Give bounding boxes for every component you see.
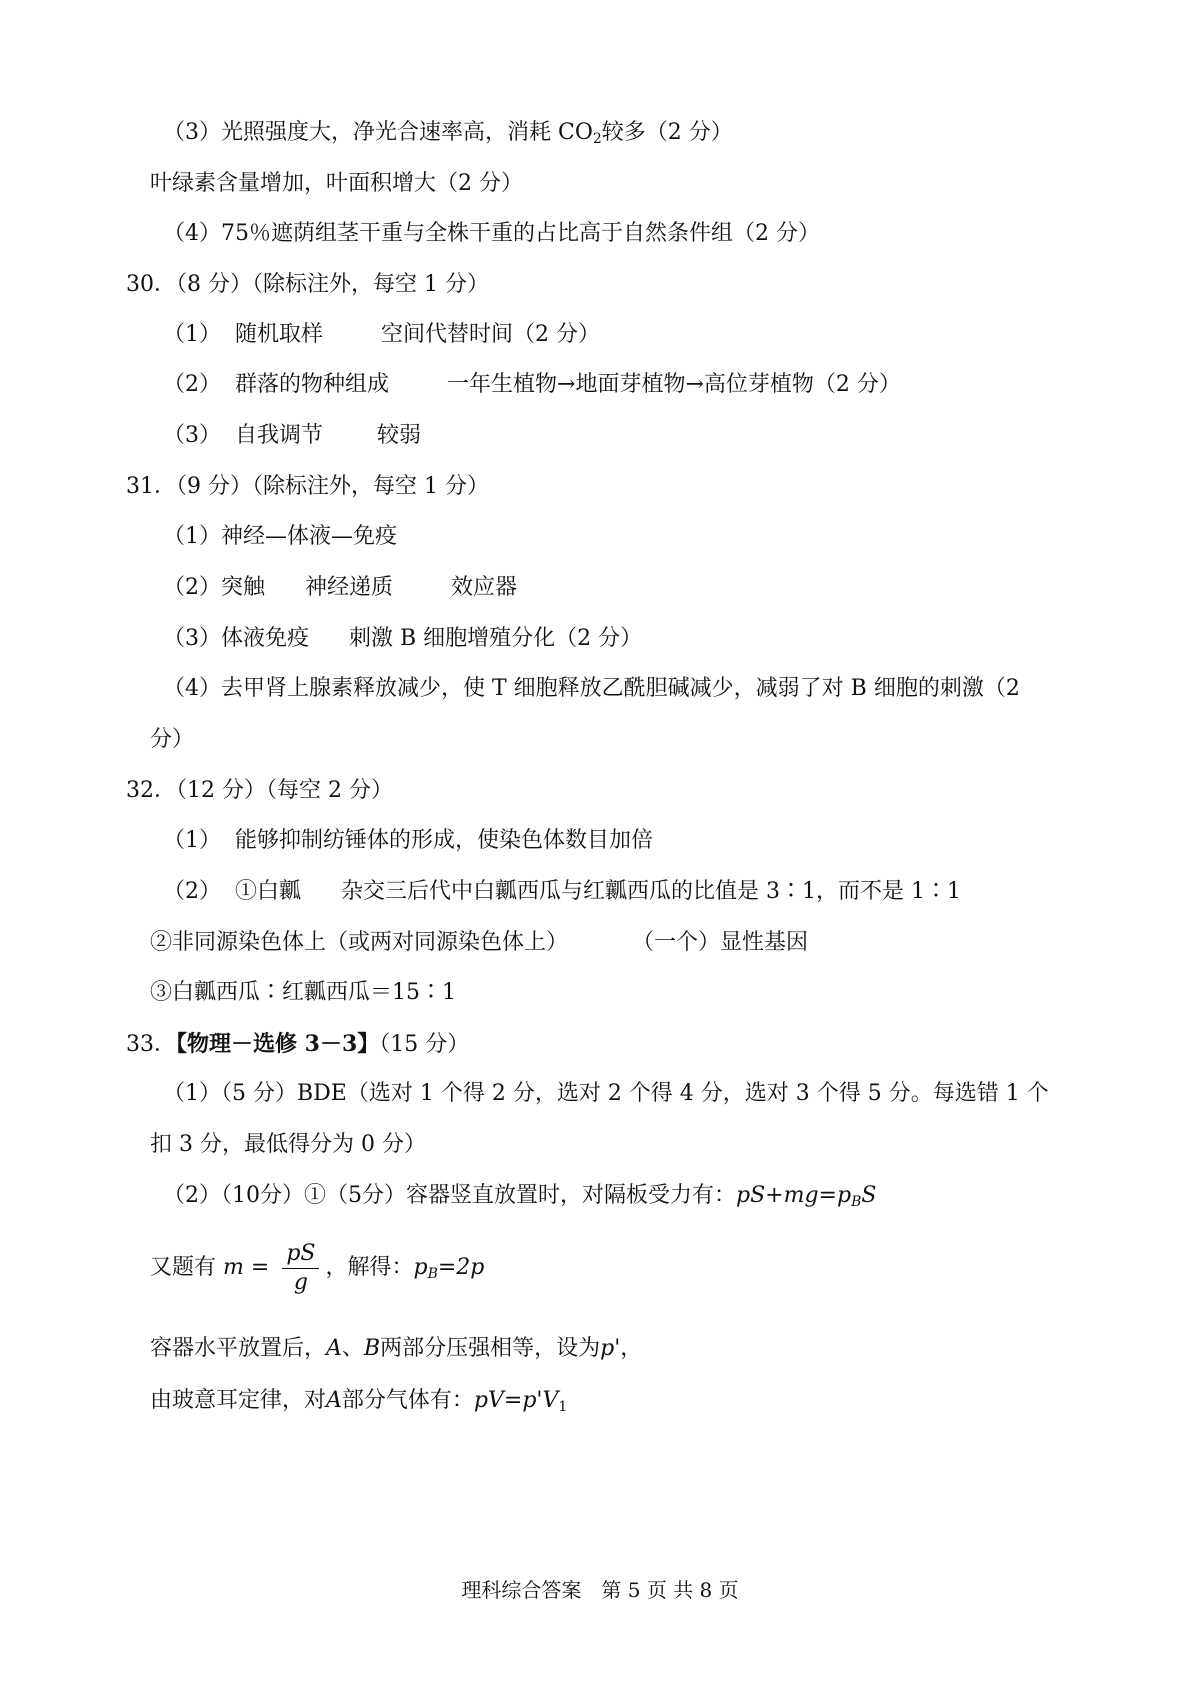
answer-line-32-2b: ②非同源染色体上（或两对同源染色体上） （一个）显性基因: [150, 930, 809, 955]
page-footer: 理科综合答案 第 5 页 共 8 页: [461, 1578, 739, 1602]
answer-line-29-3: （3）光照强度大，净光合速率高，消耗 $CO_2$较多（2 分）: [163, 120, 733, 147]
answer-line-31-4: （4）去甲肾上腺素释放减少，使 T 细胞释放乙酰胆碱减少，减弱了对 B 细胞的刺激（2: [163, 676, 1020, 701]
question-31-header: 31．（9 分）（除标注外，每空 1 分）: [126, 474, 489, 499]
question-30-header: 30．（8 分）（除标注外，每空 1 分）: [126, 272, 489, 297]
answer-line-32-2: （2） ①白瓤 杂交三后代中白瓤西瓜与红瓤西瓜的比值是 3∶1，而不是 1∶1: [163, 879, 961, 904]
answer-line-30-1: （1） 随机取样 空间代替时间（2 分）: [163, 322, 601, 347]
answer-line-29-4: （4）75％遮荫组茎干重与全株干重的占比高于自然条件组（2 分）: [163, 221, 820, 246]
fraction-ps-over-g: $\frac{pS}{g}$: [282, 1240, 319, 1297]
answer-line-33-2c: 容器水平放置后，A、B两部分压强相等，设为p'，: [150, 1336, 643, 1361]
answer-line-33-1b: 扣 3 分，最低得分为 0 分）: [150, 1132, 426, 1157]
answer-line-30-3: （3） 自我调节 较弱: [163, 423, 422, 448]
answer-line-32-2c: ③白瓤西瓜∶红瓤西瓜＝15∶1: [150, 980, 456, 1005]
answer-line-32-1: （1） 能够抑制纺锤体的形成，使染色体数目加倍: [163, 828, 654, 853]
answer-line-31-3: （3）体液免疫 刺激 B 细胞增殖分化（2 分）: [163, 626, 643, 651]
question-33-header: 33．【物理－选修 3－3】（15 分）: [126, 1031, 470, 1057]
answer-line-31-1: （1）神经—体液—免疫: [163, 524, 397, 549]
formula-line: 又题有 m = $\frac{pS}{g}$ ，解得：$p_B=2p$: [150, 1240, 485, 1295]
answer-line-29-3b: 叶绿素含量增加，叶面积增大（2 分）: [150, 171, 523, 196]
answer-line-33-2d: 由玻意耳定律，对A部分气体有：$pV=p'V_1$: [150, 1388, 568, 1415]
answer-line-33-2: （2）（10分）①（5分）容器竖直放置时，对隔板受力有：$pS+mg=p_BS$: [163, 1183, 877, 1210]
answer-line-31-2: （2）突触 神经递质 效应器: [163, 575, 518, 600]
answer-line-33-1: （1）（5 分）BDE（选对 1 个得 2 分，选对 2 个得 4 分，选对 3 个得 5 分。每选错 1 个: [163, 1081, 1049, 1106]
question-32-header: 32．（12 分）（每空 2 分）: [126, 778, 393, 803]
answer-line-31-4b: 分）: [150, 727, 195, 752]
answer-line-30-2: （2） 群落的物种组成 一年生植物→地面芽植物→高位芽植物（2 分）: [163, 372, 901, 397]
